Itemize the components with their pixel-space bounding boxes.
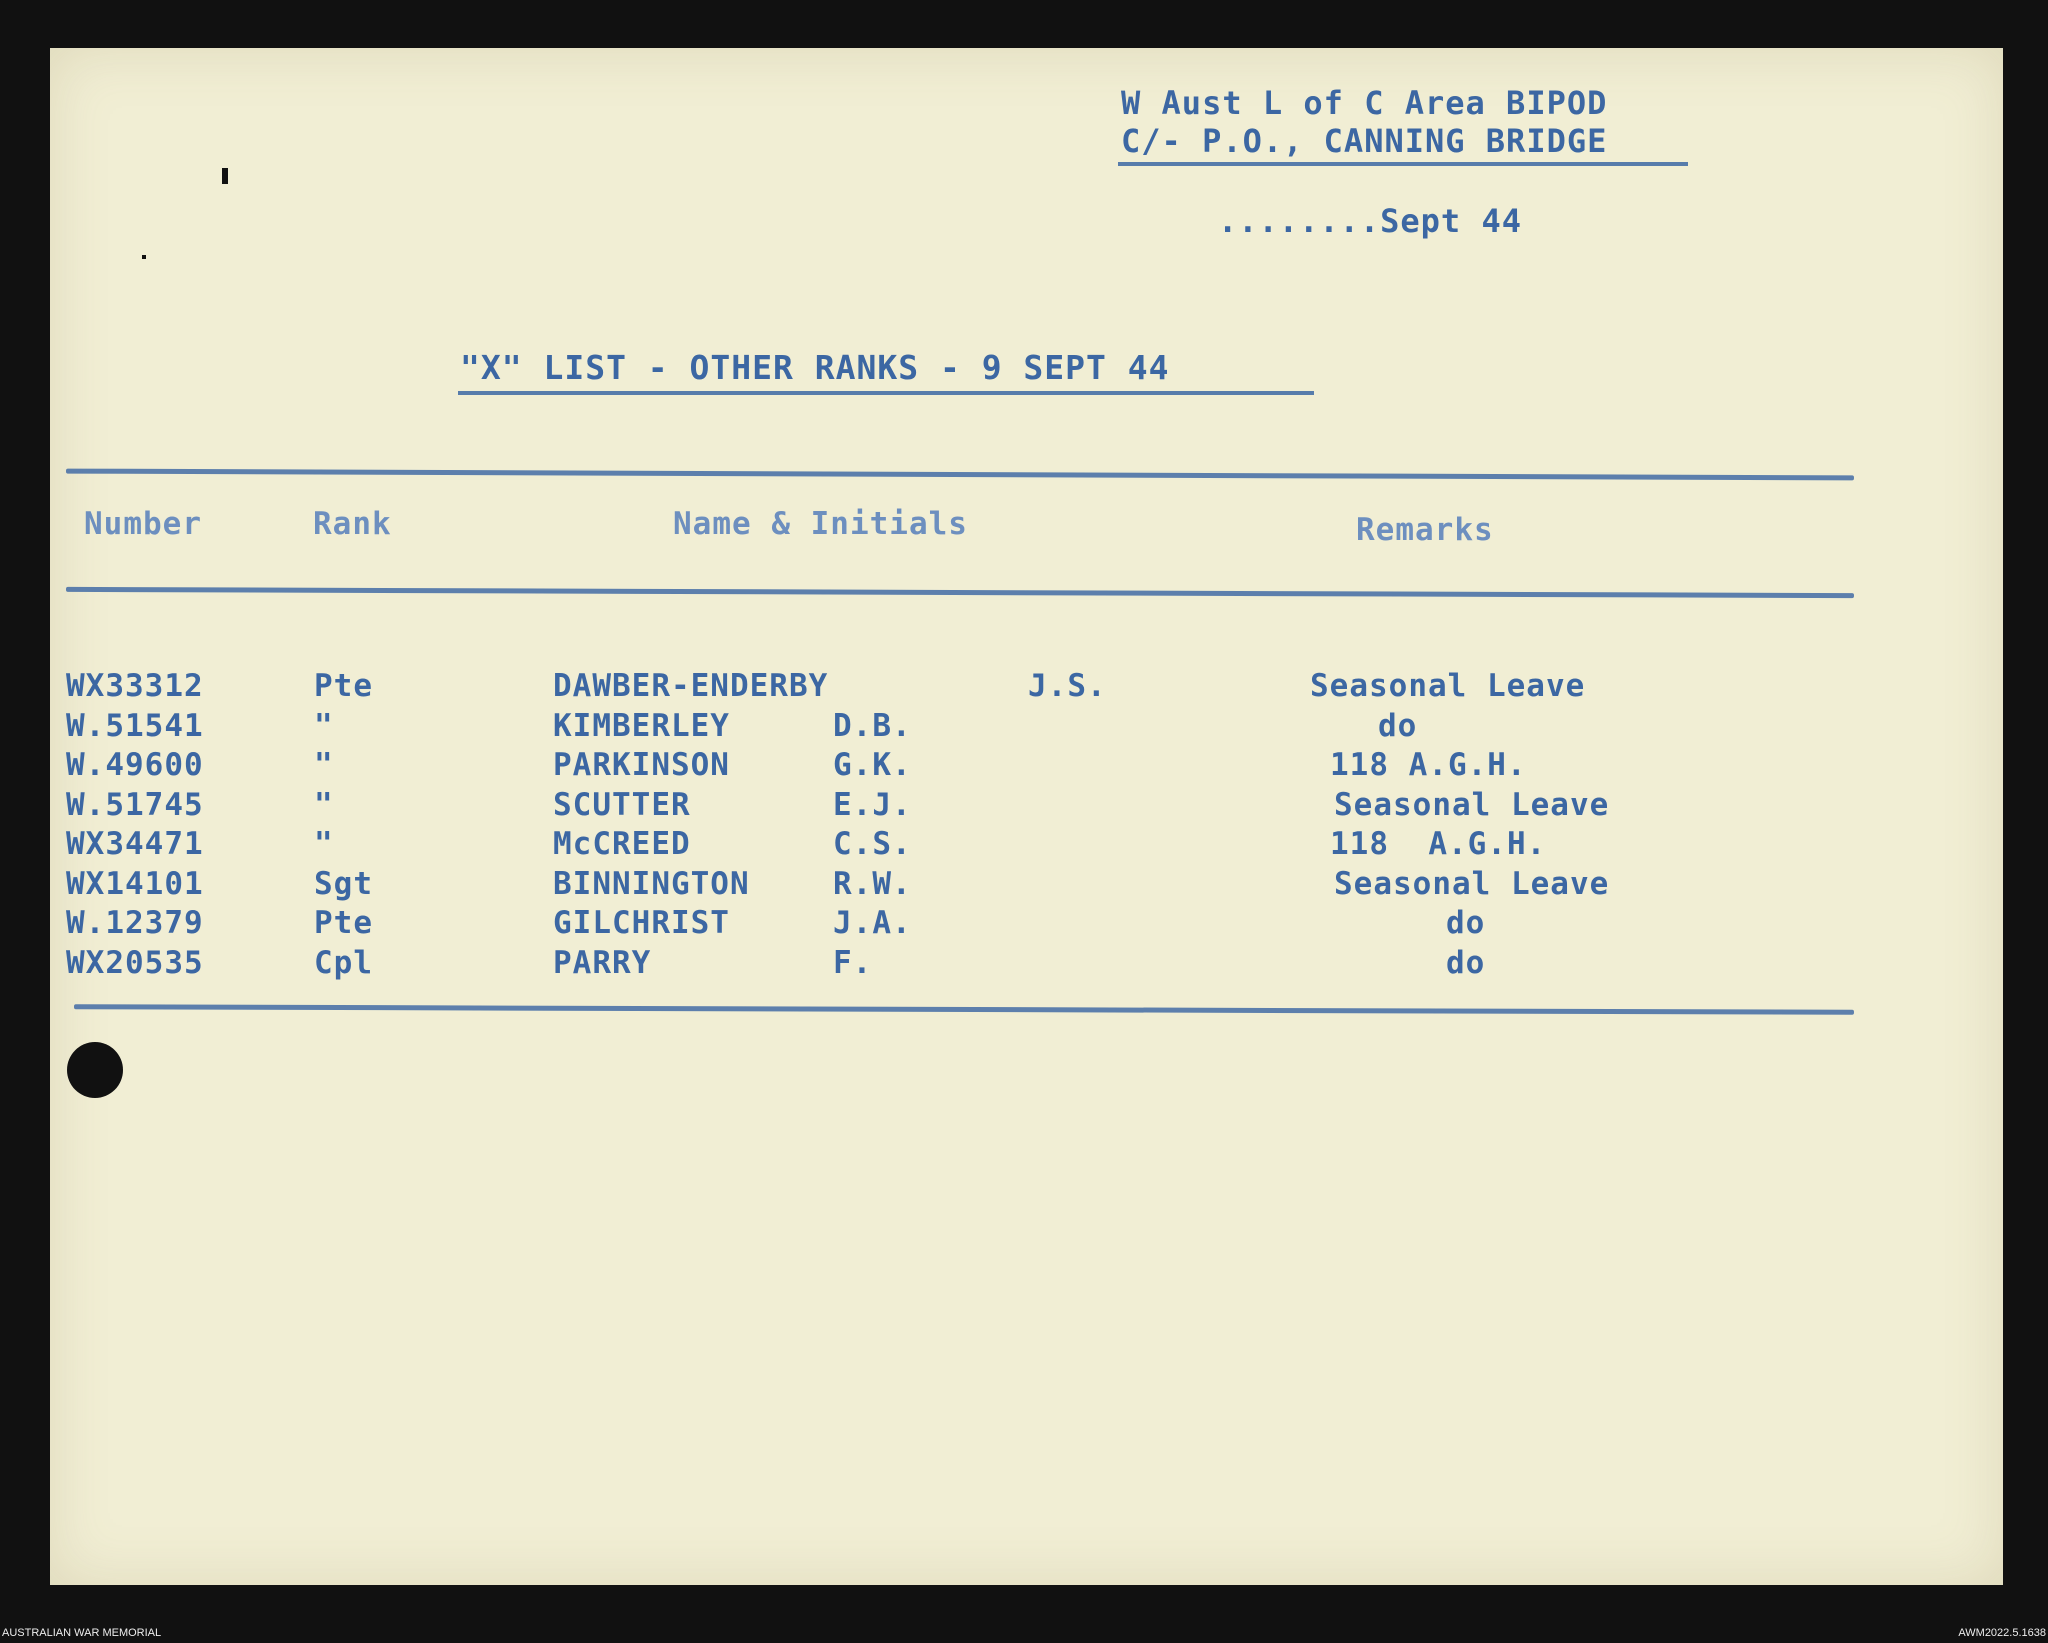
cell-name: DAWBER-ENDERBY bbox=[553, 668, 829, 704]
cell-initials: J.S. bbox=[1028, 668, 1107, 704]
cell-name: BINNINGTON bbox=[553, 865, 750, 902]
address-underline bbox=[1118, 162, 1688, 166]
cell-remarks: do bbox=[1378, 707, 1418, 744]
cell-number: WX14101 bbox=[66, 865, 204, 902]
stray-dot bbox=[142, 255, 146, 259]
cell-remarks: Seasonal Leave bbox=[1334, 865, 1610, 902]
cell-name: SCUTTER bbox=[553, 786, 691, 823]
archive-reference: AWM2022.5.1638 bbox=[1958, 1627, 2046, 1639]
cell-number: W.12379 bbox=[66, 905, 204, 941]
cell-remarks: Seasonal Leave bbox=[1310, 668, 1586, 704]
column-header-name: Name & Initials bbox=[673, 506, 968, 542]
column-header-rank: Rank bbox=[313, 506, 392, 542]
cell-name: PARKINSON bbox=[553, 747, 730, 783]
cell-number: W.51541 bbox=[66, 707, 204, 744]
unit-address-line-1: W Aust L of C Area BIPOD bbox=[1121, 84, 1608, 122]
cell-remarks: do bbox=[1446, 905, 1486, 941]
cell-remarks: do bbox=[1446, 944, 1486, 981]
cell-initials: R.W. bbox=[833, 865, 912, 902]
cell-remarks: Seasonal Leave bbox=[1334, 786, 1610, 823]
cell-remarks: 118 A.G.H. bbox=[1330, 747, 1527, 783]
cell-rank: Cpl bbox=[314, 944, 373, 981]
unit-address-line-2: C/- P.O., CANNING BRIDGE bbox=[1121, 122, 1608, 160]
cell-number: WX20535 bbox=[66, 944, 204, 981]
archive-credit: AUSTRALIAN WAR MEMORIAL bbox=[2, 1627, 162, 1639]
cell-number: W.49600 bbox=[66, 747, 204, 783]
title-underline bbox=[458, 391, 1314, 395]
cell-rank: Pte bbox=[314, 668, 373, 704]
cell-name: KIMBERLEY bbox=[553, 707, 730, 744]
cell-rank: " bbox=[314, 826, 334, 862]
column-header-remarks: Remarks bbox=[1356, 512, 1494, 548]
cell-initials: F. bbox=[833, 944, 873, 981]
column-header-number: Number bbox=[84, 506, 202, 542]
punch-hole bbox=[67, 1042, 123, 1098]
stray-mark bbox=[222, 168, 228, 184]
cell-initials: J.A. bbox=[833, 905, 912, 941]
cell-name: PARRY bbox=[553, 944, 652, 981]
cell-remarks: 118 A.G.H. bbox=[1330, 826, 1547, 862]
cell-rank: " bbox=[314, 707, 334, 744]
cell-name: McCREED bbox=[553, 826, 691, 862]
cell-rank: " bbox=[314, 786, 334, 823]
cell-name: GILCHRIST bbox=[553, 905, 730, 941]
cell-initials: G.K. bbox=[833, 747, 912, 783]
cell-initials: D.B. bbox=[833, 707, 912, 744]
cell-initials: E.J. bbox=[833, 786, 912, 823]
cell-number: W.51745 bbox=[66, 786, 204, 823]
cell-number: WX33312 bbox=[66, 668, 204, 704]
cell-rank: Pte bbox=[314, 905, 373, 941]
cell-rank: " bbox=[314, 747, 334, 783]
cell-rank: Sgt bbox=[314, 865, 373, 902]
document-date: ........Sept 44 bbox=[1218, 202, 1522, 240]
cell-number: WX34471 bbox=[66, 826, 204, 862]
cell-initials: C.S. bbox=[833, 826, 912, 862]
document-title: "X" LIST - OTHER RANKS - 9 SEPT 44 bbox=[460, 348, 1170, 387]
document-page bbox=[50, 48, 2003, 1585]
